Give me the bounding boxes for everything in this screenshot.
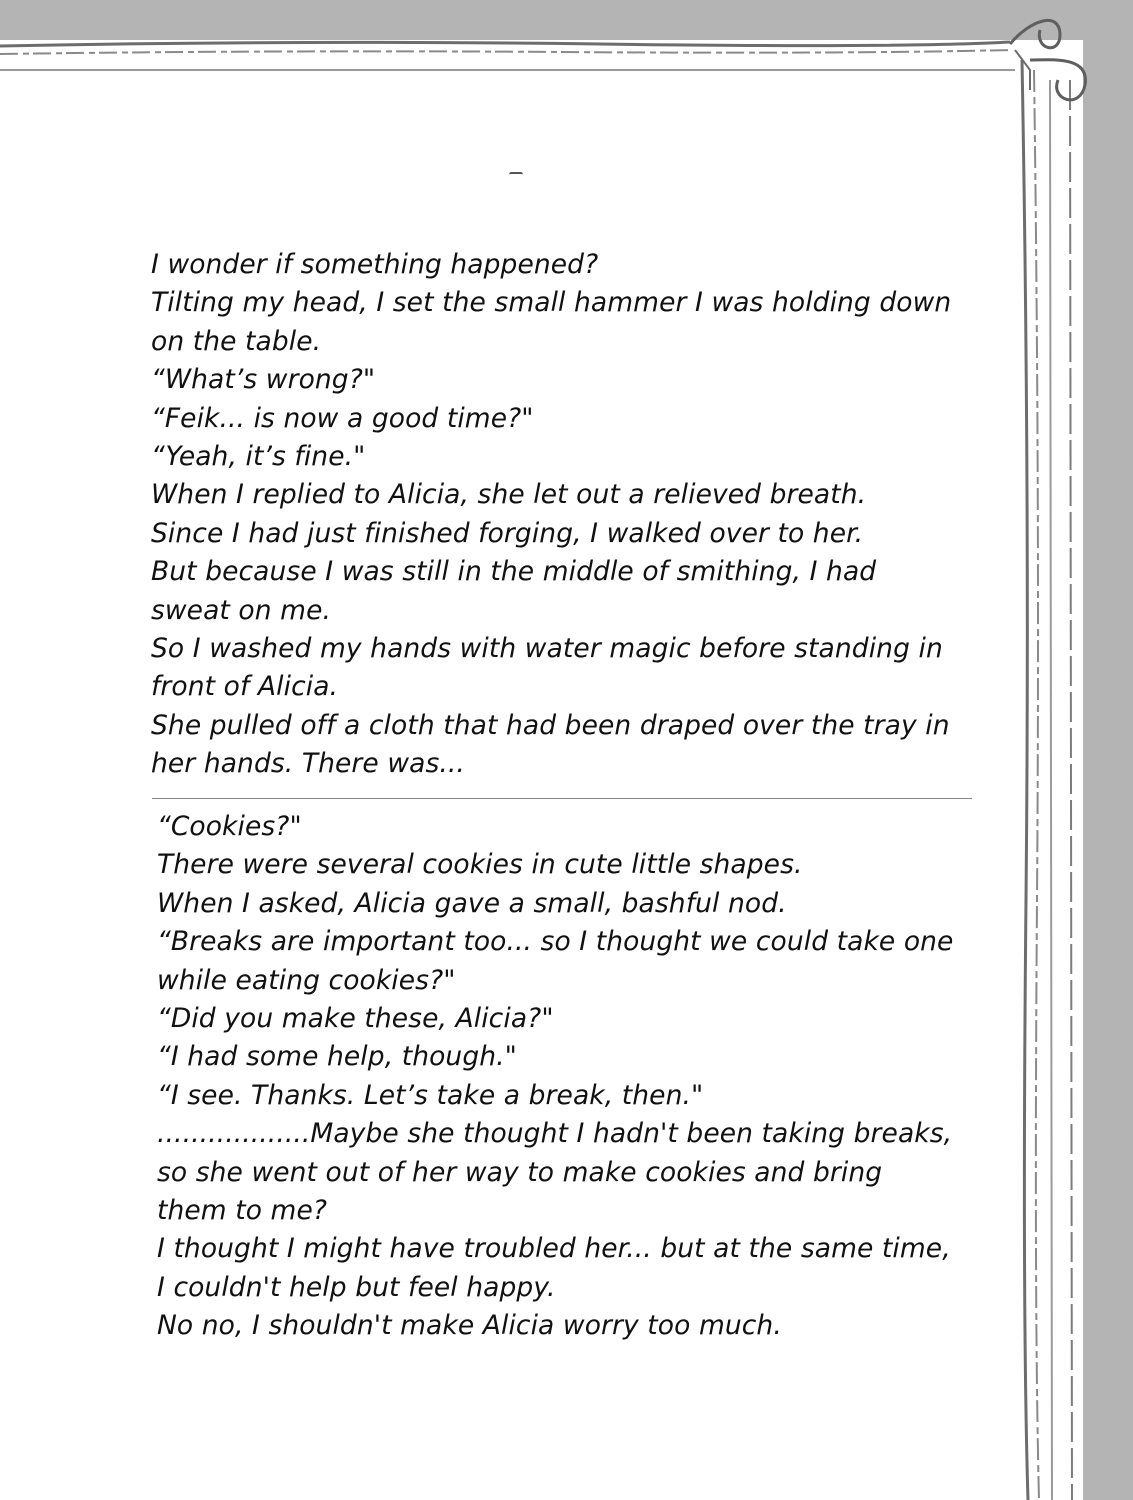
decorative-dash xyxy=(509,172,523,177)
text-section-1 xyxy=(151,246,991,784)
text-line: She pulled off a cloth that had been draped over the tray in xyxy=(151,709,950,741)
text-line: No no, I shouldn't make Alicia worry too much. xyxy=(157,1310,782,1342)
text-line: on the table. xyxy=(151,325,322,357)
text-line: “Breaks are important too... so I thought we could take one xyxy=(157,926,954,958)
text-line: “Did you make these, Alicia?" xyxy=(157,1003,554,1035)
text-line: “Yeah, it’s fine." xyxy=(151,441,366,473)
text-line: “I had some help, though." xyxy=(157,1041,517,1073)
text-line: “I see. Thanks. Let’s take a break, then." xyxy=(157,1079,704,1111)
text-line: “Feik... is now a good time?" xyxy=(151,402,534,434)
text-line: front of Alicia. xyxy=(151,671,339,703)
text-line: So I washed my hands with water magic before standing in xyxy=(151,633,943,665)
text-line: I wonder if something happened? xyxy=(151,249,599,280)
text-line: Since I had just finished forging, I walked over to her. xyxy=(151,517,864,549)
text-line: her hands. There was... xyxy=(151,748,465,780)
text-line: Tilting my head, I set the small hammer I was holding down xyxy=(151,287,952,319)
text-line: I thought I might have troubled her... but at the same time, xyxy=(157,1233,951,1265)
section-divider xyxy=(152,798,972,799)
text-line: sweat on me. xyxy=(151,594,332,626)
text-line: When I replied to Alicia, she let out a relieved breath. xyxy=(151,479,867,511)
text-line: When I asked, Alicia gave a small, bashful nod. xyxy=(157,887,787,919)
text-line: while eating cookies?" xyxy=(157,964,456,996)
text-line: I couldn't help but feel happy. xyxy=(157,1271,556,1303)
text-line: There were several cookies in cute little shapes. xyxy=(157,849,803,881)
text-line: them to me? xyxy=(157,1195,328,1227)
text-section-2 xyxy=(157,808,997,1346)
text-line: “What’s wrong?" xyxy=(151,364,376,396)
text-line: ..................Maybe she thought I hadn't been taking breaks, xyxy=(157,1118,953,1150)
text-line: But because I was still in the middle of smithing, I had xyxy=(151,556,877,588)
text-line: “Cookies?" xyxy=(157,811,302,842)
text-line: so she went out of her way to make cookies and bring xyxy=(157,1156,883,1188)
